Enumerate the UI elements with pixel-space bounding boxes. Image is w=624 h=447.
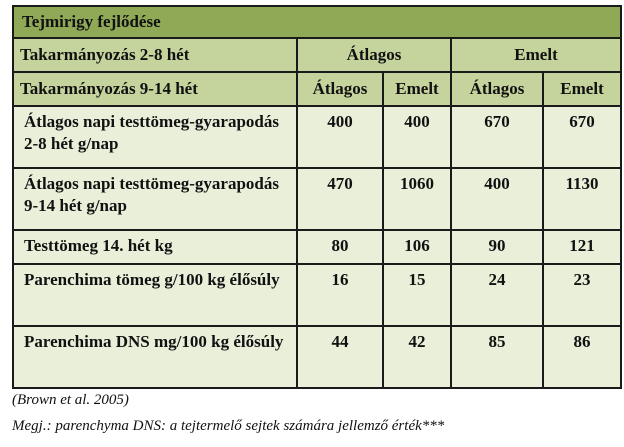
row-label: Parenchima tömeg g/100 kg élősúly bbox=[13, 264, 297, 326]
header-col: Emelt bbox=[383, 72, 451, 106]
header-label-9-14: Takarmányozás 9-14 hét bbox=[13, 72, 297, 106]
data-table bbox=[12, 5, 622, 389]
table-cell: 15 bbox=[383, 264, 451, 326]
table-cell: 16 bbox=[297, 264, 383, 326]
table-row bbox=[13, 264, 621, 326]
table-cell: 121 bbox=[543, 230, 621, 264]
table-row bbox=[13, 168, 621, 230]
table-cell: 23 bbox=[543, 264, 621, 326]
table-row bbox=[13, 106, 621, 168]
header-row-feeding-2-8 bbox=[13, 38, 621, 72]
table-cell: 400 bbox=[383, 106, 451, 168]
header-group-atlagos: Átlagos bbox=[297, 38, 451, 72]
row-label: Átlagos napi testtömeg-gyarapodás 9-14 hét g/nap bbox=[13, 168, 297, 230]
table-cell: 670 bbox=[451, 106, 543, 168]
header-row-feeding-9-14 bbox=[13, 72, 621, 106]
table-cell: 90 bbox=[451, 230, 543, 264]
table-cell: 106 bbox=[383, 230, 451, 264]
table-cell: 80 bbox=[297, 230, 383, 264]
table-cell: 1060 bbox=[383, 168, 451, 230]
table-cell: 85 bbox=[451, 326, 543, 388]
table-cell: 86 bbox=[543, 326, 621, 388]
table-cell: 1130 bbox=[543, 168, 621, 230]
table-cell: 670 bbox=[543, 106, 621, 168]
row-label: Átlagos napi testtömeg-gyarapodás 2-8 hét g/nap bbox=[13, 106, 297, 168]
table-cell: 24 bbox=[451, 264, 543, 326]
table-title: Tejmirigy fejlődése bbox=[13, 6, 621, 38]
row-label: Parenchima DNS mg/100 kg élősúly bbox=[13, 326, 297, 388]
header-col: Emelt bbox=[543, 72, 621, 106]
table-title-row bbox=[13, 6, 621, 38]
table-cell: 42 bbox=[383, 326, 451, 388]
header-col: Átlagos bbox=[451, 72, 543, 106]
table-cell: 400 bbox=[297, 106, 383, 168]
footnote: Megj.: parenchyma DNS: a tejtermelő sejtek számára jellemző érték*** bbox=[12, 418, 445, 434]
table-cell: 44 bbox=[297, 326, 383, 388]
table-cell: 400 bbox=[451, 168, 543, 230]
header-group-emelt: Emelt bbox=[451, 38, 621, 72]
source-citation: (Brown et al. 2005) bbox=[12, 392, 129, 408]
header-col: Átlagos bbox=[297, 72, 383, 106]
table-cell: 470 bbox=[297, 168, 383, 230]
table-row bbox=[13, 326, 621, 388]
table-row bbox=[13, 230, 621, 264]
row-label: Testtömeg 14. hét kg bbox=[13, 230, 297, 264]
header-label-2-8: Takarmányozás 2-8 hét bbox=[13, 38, 297, 72]
